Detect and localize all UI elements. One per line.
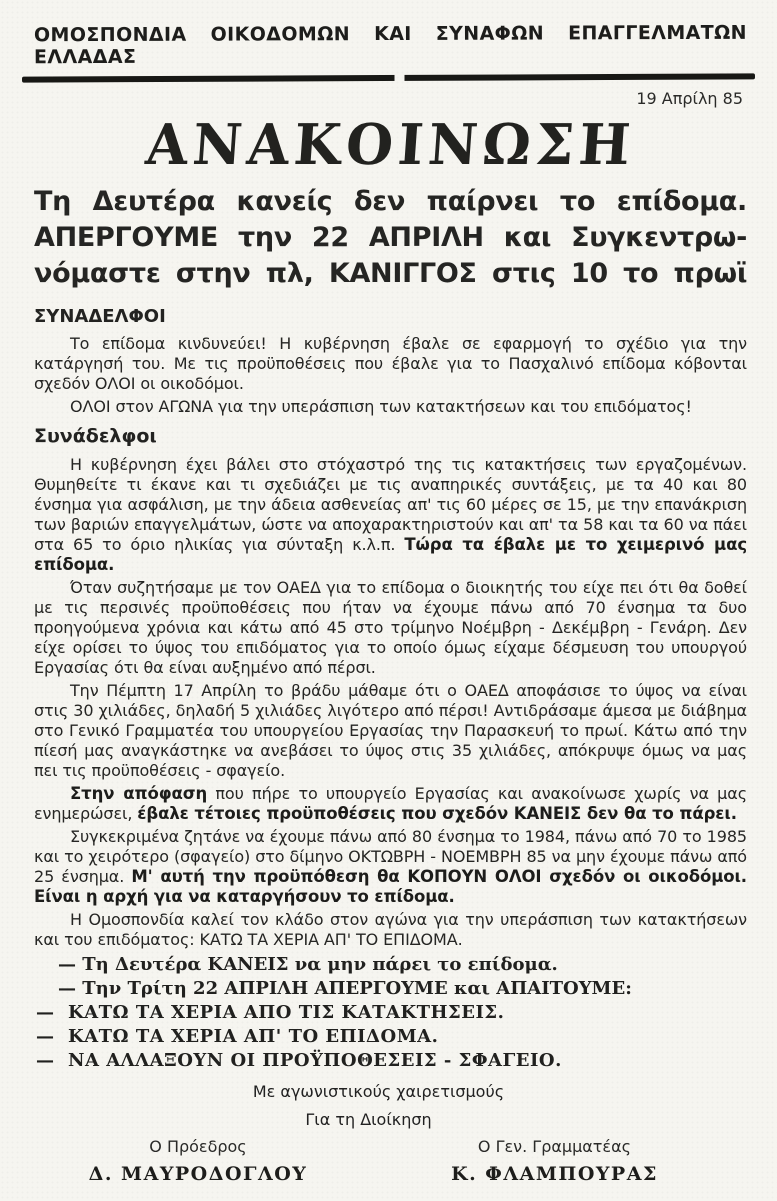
masthead-rule: [22, 73, 755, 82]
signature-general-secretary: [362, 1137, 747, 1185]
lead-callout: [34, 184, 747, 292]
demands-list: [34, 953, 747, 1073]
bold-phrase: έβαλε τέτοιες προϋποθέσεις που σχεδόν ΚΑΝΕΙΣ δεν θα το πάρει.: [137, 804, 737, 824]
demand-item: — ΚΑΤΩ ΤΑ ΧΕΡΙΑ ΑΠ' ΤΟ ΕΠΙΔΟΜΑ.: [36, 1026, 439, 1048]
signature-president: [34, 1137, 362, 1185]
bold-phrase: Τώρα τα έβαλε με το χειμερινό μας επίδομα.: [34, 535, 747, 575]
body-text: [34, 306, 747, 1073]
lead-line-2: ΑΠΕΡΓΟΥΜΕ την 22 ΑΠΡΙΛΗ και Συγκεντρω-: [34, 221, 747, 253]
bold-phrase: Στην απόφαση: [70, 784, 208, 804]
paragraph-text: Η Ομοσπονδία καλεί τον κλάδο στον αγώνα για την υπεράσπιση των κατακτήσεων και του επιδόματος: ΚΑΤΩ ΤΑ ΧΕΡΙΑ ΑΠ' ΤΟ ΕΠΙΔΟΜΑ.: [34, 910, 747, 950]
salutation-lower: Συνάδελφοι: [34, 425, 157, 448]
paragraph-oaed-discussion: [34, 578, 747, 678]
paragraph-text: Όταν συζητήσαμε με τον ΟΑΕΔ για το επίδομα ο διοικητής του είχε πει ότι θα δοθεί με τις περσινές προϋποθέσεις που ήταν να έχουμε πάνω από 70 ένσημα τα δυο προηγούμενα χρόνια και κάτω από 45 στο τρίμηνο Νοέμβρη - Δεκέμβρη - Γενάρη. Δεν είχε ορίσει το ύψος του επιδόματος για το οποίο όμως είχαμε δέσμευση του υπουργού Εργασίας ότι θα είναι αυξημένο από πέρσι.: [34, 578, 747, 678]
bold-phrase: Μ' αυτή την προϋπόθεση θα ΚΟΠΟΥΝ ΟΛΟΙ σχεδόν οι οικοδόμοι. Είναι η αρχή για να καταργήσουν το επίδομα.: [34, 867, 747, 907]
demand-item: — Τη Δευτέρα ΚΑΝΕΙΣ να μην πάρει το επίδομα.: [58, 954, 558, 976]
salutation-upper: ΣΥΝΑΔΕΛΦΟΙ: [34, 305, 166, 327]
signature-role: Ο Πρόεδρος: [149, 1137, 247, 1157]
for-administration: Για τη Διοίκηση: [305, 1110, 432, 1130]
paragraph-text: που πήρε το υπουργείο Εργασίας και ανακοίνωσε χωρίς να μας ενημερώσει,: [34, 784, 747, 824]
paragraph-text: Την Πέμπτη 17 Απρίλη το βράδυ μάθαμε ότι ο ΟΑΕΔ αποφάσισε το ύψος να είναι στις 30 χιλιάδες, δηλαδή 5 χιλιάδες λιγότερο από πέρσι! Αντιδράσαμε άμεσα με διάβημα στο Γενικό Γραμματέα του υπουργείου Εργασίας την Παρασκευή το πρωί. Κάτω από την πίεσή μας αναγκάστηκε να ανεβάσει το ύψος στις 35 χιλιάδες, απόκρυψε όμως να μας πει τις προϋποθέσεις - σφαγείο.: [34, 681, 747, 781]
page-title: ΑΝΑΚΟΙΝΩΣΗ: [143, 110, 638, 177]
paragraph-text: Η κυβέρνηση έχει βάλει στο στόχαστρό της τις κατακτήσεις των εργαζομένων. Θυμηθείτε τι έκανε και τι σχεδιάζει με τις αναπηρικές συντάξεις, με τα 40 και 80 ένσημα για ασφάλιση, με την άδεια ασθενείας απ' τις 60 μέρες σε 15, με την επανάκριση των βαριών επαγγελμάτων, ώστε να αποχαρακτηριστούν και απ' τα 58 και τα 60 να πάει στα 65 το όριο ηλικίας για σύνταξη κ.λ.π.: [34, 455, 747, 555]
masthead: [33, 21, 747, 177]
paragraph-federation-call: [34, 910, 747, 950]
signature-name: Κ. ΦΛΑΜΠΟΥΡΑΣ: [451, 1163, 658, 1186]
lead-line-1: Τη Δευτέρα κανείς δεν παίρνει το επίδομα.: [34, 185, 747, 217]
paragraph-benefit-danger: [34, 334, 747, 394]
demand-item: — Την Τρίτη 22 ΑΠΡΙΛΗ ΑΠΕΡΓΟΥΜΕ και ΑΠΑΙΤΟΥΜΕ:: [58, 978, 632, 1000]
paragraph-call-to-struggle: [34, 397, 747, 417]
paragraph-ministry-decision: [34, 784, 747, 824]
demand-item: — ΝΑ ΑΛΛΑΞΟΥΝ ΟΙ ΠΡΟΫΠΟΘΕΣΕΙΣ - ΣΦΑΓΕΙΟ.: [36, 1050, 562, 1072]
paragraph-conditions-detail: [34, 827, 747, 907]
demand-item: — ΚΑΤΩ ΤΑ ΧΕΡΙΑ ΑΠΟ ΤΙΣ ΚΑΤΑΚΤΗΣΕΙΣ.: [36, 1002, 505, 1024]
paragraph-text: Συγκεκριμένα ζητάνε να έχουμε πάνω από 80 ένσημα το 1984, πάνω από 70 το 1985 και το χειρότερο (σφαγείο) στο δίμηνο ΟΚΤΩΒΡΗ - ΝΟΕΜΒΡΗ 85 να μην έχουμε πάνω από 25 ένσημα.: [34, 827, 747, 887]
lead-line-3: νόμαστε στην πλ, ΚΑΝΙΓΓΟΣ στις 10 το πρωϊ: [34, 257, 747, 289]
signature-name: Δ. ΜΑΥΡΟΔΟΓΛΟΥ: [88, 1163, 308, 1186]
signature-role: Ο Γεν. Γραμματέας: [477, 1137, 632, 1157]
paragraph-text: Το επίδομα κινδυνεύει! Η κυβέρνηση έβαλε σε εφαρμογή το σχέδιο για την κατάργησή του. Με τις προϋποθέσεις που έβαλε για το Πασχαλινό επίδομα κόβονται σχεδόν ΟΛΟΙ οι οικοδόμοι.: [34, 334, 747, 394]
signatures: [34, 1137, 747, 1185]
organization-name: ΟΜΟΣΠΟΝΔΙΑ ΟΙΚΟΔΟΜΩΝ ΚΑΙ ΣΥΝΑΦΩΝ ΕΠΑΓΓΕΛΜΑΤΩΝ ΕΛΛΑΔΑΣ: [33, 21, 747, 69]
document-date: 19 Απρίλη 85: [636, 88, 743, 108]
signature-block: [34, 1082, 747, 1185]
paragraph-text: ΟΛΟΙ στον ΑΓΩΝΑ για την υπεράσπιση των κατακτήσεων και του επιδόματος!: [70, 397, 692, 417]
paragraph-government-attacks: [34, 455, 747, 575]
closing-salute: Με αγωνιστικούς χαιρετισμούς: [252, 1082, 505, 1102]
paragraph-thursday-news: [34, 681, 747, 781]
